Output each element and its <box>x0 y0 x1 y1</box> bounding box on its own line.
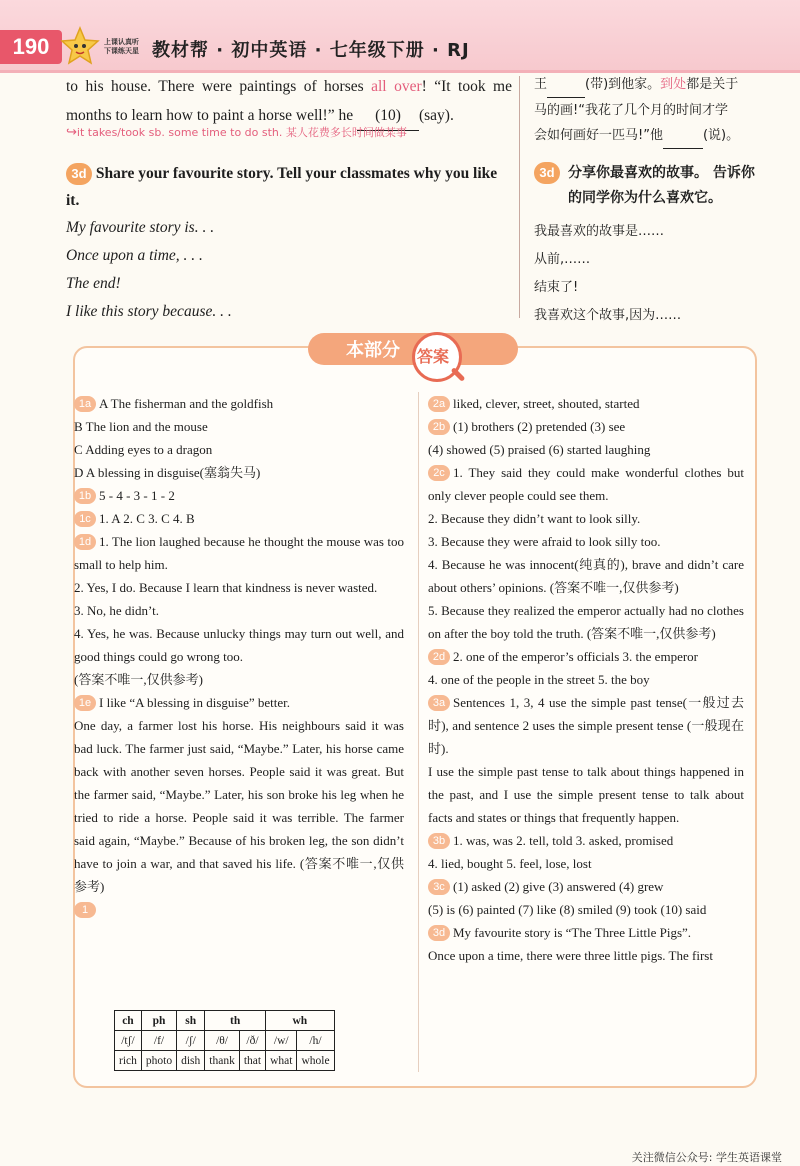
table-header: th <box>205 1011 266 1031</box>
answer-item <box>428 507 744 530</box>
answer-text: 1. They said they could make wonderful clothes but only clever people could see them. <box>428 465 744 503</box>
answer-text: 1. The lion laughed because he thought the mouse was too small to help him. <box>74 534 404 572</box>
answer-item <box>428 691 744 760</box>
answer-text: 1. was, was 2. tell, told 3. asked, promised <box>453 833 674 848</box>
answer-item <box>74 576 404 599</box>
answer-item <box>74 691 404 714</box>
answer-text: Once upon a time, there were three little pigs. The first <box>428 948 713 963</box>
table-cell: that <box>239 1051 265 1071</box>
table-cell: /ʃ/ <box>177 1031 205 1051</box>
answer-badge: 2b <box>428 419 450 435</box>
task-badge: 3d <box>66 163 92 185</box>
answer-item <box>74 438 404 461</box>
answer-item <box>428 668 744 691</box>
answer-badge: 2d <box>428 649 450 665</box>
answer-text: (1) brothers (2) pretended (3) see <box>453 419 626 434</box>
answer-text: 4. Because he was innocent(纯真的), brave and didn’t care about others’ opinions. (答案不唯一,仅供参考) <box>428 557 744 595</box>
chinese-passage: 王 (带)到他家。到处都是关于 马的画!“我花了几个月的时间才学 会如何画好一匹马!”他 (说)。 <box>534 72 754 149</box>
answer-badge: 1e <box>74 695 96 711</box>
answer-item <box>428 852 744 875</box>
answer-badge: 1d <box>74 534 96 550</box>
answer-item <box>428 530 744 553</box>
answer-item <box>74 530 404 576</box>
answers-left-column <box>74 392 404 921</box>
answer-text: C Adding eyes to a dragon <box>74 442 213 457</box>
answer-item <box>74 392 404 415</box>
english-passage: to his house. There were paintings of horses all over! “It took me months to learn how to paint a horse well!” he (10) (say). <box>66 72 512 131</box>
answer-text: (4) showed (5) praised (6) started laughing <box>428 442 651 457</box>
task-3d-english: 3d Share your favourite story. Tell your classmates why you like it. <box>66 165 498 209</box>
table-cell: /θ/ <box>205 1031 240 1051</box>
task-badge: 3d <box>534 162 560 184</box>
table-cell: /ð/ <box>239 1031 265 1051</box>
chinese-prompts: 我最喜欢的故事是…… 从前,…… 结束了! 我喜欢这个故事,因为…… <box>534 224 682 323</box>
answer-tab-label: 本部分 <box>346 340 400 361</box>
answer-item <box>428 461 744 507</box>
table-cell: what <box>266 1051 297 1071</box>
answer-text: I like “A blessing in disguise” better. <box>99 695 290 710</box>
answer-item <box>74 507 404 530</box>
answer-text: My favourite story is “The Three Little Pigs”. <box>453 925 692 940</box>
answer-text: D A blessing in disguise(塞翁失马) <box>74 465 261 480</box>
answer-item <box>428 415 744 438</box>
answer-badge: 3d <box>428 925 450 941</box>
answer-item <box>428 392 744 415</box>
table-cell: /f/ <box>141 1031 176 1051</box>
answer-badge: 1b <box>74 488 96 504</box>
answer-text: (5) is (6) painted (7) like (8) smiled (9) took (10) said <box>428 902 707 917</box>
table-cell: thank <box>205 1051 240 1071</box>
highlight-all-over: all over <box>371 78 422 95</box>
answer-text: 4. Yes, he was. Because unlucky things may turn out well, and good things could go wrong too. <box>74 626 404 664</box>
answer-badge: 2c <box>428 465 450 481</box>
blank-10: (10) <box>357 101 419 131</box>
table-cell: /tʃ/ <box>115 1031 142 1051</box>
task-3d-chinese: 3d 分享你最喜欢的故事。 告诉你的同学你为什么喜欢它。 <box>534 161 756 211</box>
answer-text: 3. Because they were afraid to look silly too. <box>428 534 661 549</box>
answer-text: liked, clever, street, shouted, started <box>453 396 640 411</box>
header-slogan: 上课认真听 下课练天星 <box>104 38 139 55</box>
answer-badge: 3b <box>428 833 450 849</box>
answer-text: 3. No, he didn’t. <box>74 603 159 618</box>
answer-badge: 1 <box>74 902 96 918</box>
answer-item <box>428 438 744 461</box>
answer-text: A The fisherman and the goldfish <box>99 396 274 411</box>
answer-badge: 3a <box>428 695 450 711</box>
answer-divider <box>418 392 419 1072</box>
page-number: 190 <box>0 30 62 64</box>
answer-text: 2. one of the emperor’s officials 3. the emperor <box>453 649 698 664</box>
answer-text: (1) asked (2) give (3) answered (4) grew <box>453 879 664 894</box>
answer-text: 4. one of the people in the street 5. the boy <box>428 672 650 687</box>
answer-item <box>428 944 744 967</box>
answer-item <box>428 645 744 668</box>
answer-text: I use the simple past tense to talk about things happened in the past, and I use the simple present tense to talk about facts and states or things that frequently happen. <box>428 764 744 825</box>
answer-text: B The lion and the mouse <box>74 419 208 434</box>
column-divider <box>519 76 520 318</box>
answer-badge: 1c <box>74 511 96 527</box>
answer-badge: 1a <box>74 396 96 412</box>
answer-item <box>74 415 404 438</box>
table-cell: rich <box>115 1051 142 1071</box>
book-title: 教材帮 · 初中英语 · 七年级下册 · RJ <box>152 40 470 61</box>
table-cell: whole <box>297 1051 334 1071</box>
grammar-note: ↪it takes/took sb. some time to do sth. 某人花费多长时间做某事 <box>66 125 407 140</box>
table-header: ph <box>141 1011 176 1031</box>
answers-right-column <box>428 392 744 967</box>
star-mascot-icon <box>60 26 100 66</box>
answer-item <box>428 553 744 599</box>
answer-item <box>428 599 744 645</box>
table-cell: /w/ <box>266 1031 297 1051</box>
answer-item <box>74 714 404 898</box>
answer-item <box>428 898 744 921</box>
answer-item <box>74 484 404 507</box>
answer-item <box>428 921 744 944</box>
answer-item <box>428 875 744 898</box>
answer-text: (答案不唯一,仅供参考) <box>74 672 203 687</box>
answer-item <box>428 760 744 829</box>
answer-item <box>74 898 404 921</box>
table-header: sh <box>177 1011 205 1031</box>
answer-badge: 3c <box>428 879 450 895</box>
answer-text: 1. A 2. C 3. C 4. B <box>99 511 195 526</box>
answer-circle-label: 答案 <box>417 347 450 366</box>
answer-text: 5. Because they realized the emperor actually had no clothes on after the boy told the truth. (答案不唯一,仅供参考) <box>428 603 744 641</box>
answer-text: One day, a farmer lost his horse. His neighbours said it was bad luck. The farmer just said, “Maybe.” Later, his horse came back with another seven horses. People said it was great. But the farmer said, “Maybe.” Later, his son broke his leg when he tried to ride a horse. People said it was terrible. The farmer said again, “Maybe.” Because of his broken leg, the son didn’t have to join a war, and that saved his life. (答案不唯一,仅供参考) <box>74 718 404 894</box>
answer-item <box>74 622 404 668</box>
answer-item <box>74 461 404 484</box>
answer-item <box>74 599 404 622</box>
answer-text: 2. Because they didn’t want to look silly. <box>428 511 641 526</box>
table-cell: /h/ <box>297 1031 334 1051</box>
table-cell: photo <box>141 1051 176 1071</box>
phonics-table <box>114 1010 335 1071</box>
table-header: wh <box>266 1011 334 1031</box>
answer-item <box>428 829 744 852</box>
answer-badge: 2a <box>428 396 450 412</box>
answer-text: 2. Yes, I do. Because I learn that kindness is never wasted. <box>74 580 378 595</box>
footer-wechat: 关注微信公众号: 学生英语课堂 <box>631 1151 782 1164</box>
answer-item <box>74 668 404 691</box>
answer-text: 5 - 4 - 3 - 1 - 2 <box>99 488 175 503</box>
table-cell: dish <box>177 1051 205 1071</box>
table-header: ch <box>115 1011 142 1031</box>
english-prompts: My favourite story is. . . Once upon a time, . . . The end! I like this story because. . . <box>66 219 232 320</box>
answer-text: 4. lied, bought 5. feel, lose, lost <box>428 856 592 871</box>
answer-text: Sentences 1, 3, 4 use the simple past tense(一般过去时), and sentence 2 uses the simple present tense (一般现在时). <box>428 695 744 756</box>
